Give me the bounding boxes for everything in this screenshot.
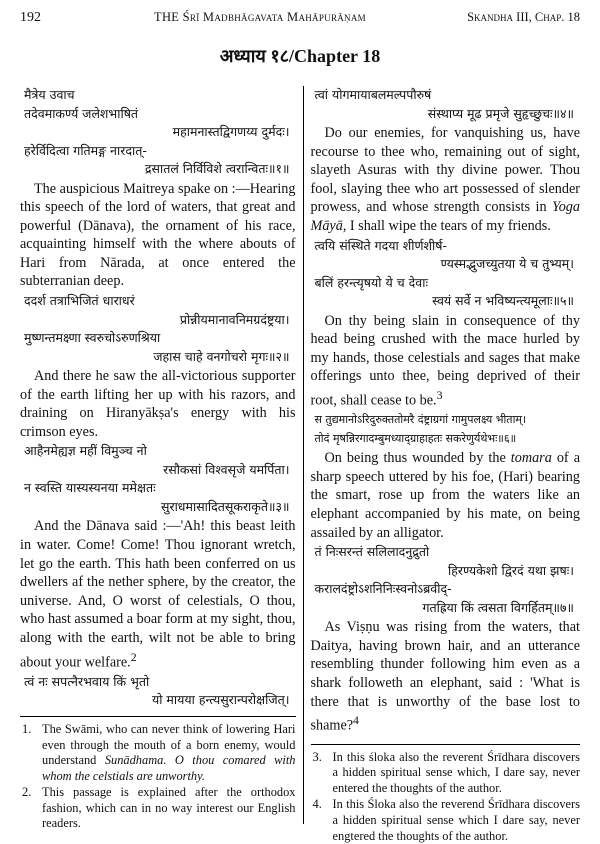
verse-line: न स्वस्ति यास्यस्यनया ममेक्षतः [24, 480, 156, 496]
left-column [20, 86, 296, 831]
footnote-ref: 2 [130, 649, 137, 664]
right-column [303, 86, 581, 843]
verse-line: जहास चाहे वनगोचरो मृगः॥२॥ [153, 348, 290, 364]
page-number: 192 [20, 10, 41, 25]
translation-paragraph: And the Dānava said :—'Ah! this beast leith in water. Come! Come! Thou ignorant wretch, let go the earth. This hath been conferred on us dwellers af the nether sphere, by the creator, the universe. And, O worst of celestials, O thou, who hast assumed a boar form at my sight, thou, along with the earth, wilt not be able to bring about your welfare.$^2$ [20, 518, 296, 671]
translation-paragraph: On being thus wounded by the tomara of a sharp speech uttered by his foe, (Hari) bearing the smart, rose up from the waters like an elephant accompanied by his mate, on being assailed by an alligator. [310, 450, 580, 541]
verse-line: ण्यस्मद्भुजच्युतया ये च तुभ्यम्। [440, 256, 574, 272]
verse-line: यो मायया हन्त्यसुरान्परोक्षजित्। [151, 692, 290, 708]
verse-line: तदेवमाकर्ण्य जलेशभाषितं [24, 105, 139, 121]
footnote-text: In this śloka also the reverent Śrīdhara discovers a hidden spiritual sense which, I dare say, never entered the thoughts of the author. [332, 749, 580, 795]
verse-line: करालदंष्ट्रोऽशनिनिःस्वनोऽब्रवीद्- [314, 581, 452, 597]
verse-line: त्वयि संस्थिते गदया शीर्णशीर्ष- [314, 237, 447, 253]
book-title: THE Śrī Madbhāgavata Mahāpurāṇam [154, 10, 366, 24]
verse-line: महामनास्तद्विगणय्य दुर्मदः। [172, 124, 290, 139]
verse-line: ददर्श तत्राभिजितं धाराधरं [24, 293, 135, 309]
chapter-heading: अध्याय १८/Chapter 18 [219, 46, 381, 66]
footnote-divider [311, 744, 581, 745]
verse-line: मुष्णन्तमक्ष्णा स्वरुचोऽरुणश्रिया [24, 330, 161, 346]
verse-line: स्वयं सर्वे न भविष्यन्त्यमूलाः॥५॥ [432, 293, 574, 309]
footnote [311, 797, 581, 844]
two-column-body [20, 86, 580, 843]
footnote-ref: 3 [436, 387, 443, 402]
translation-paragraph: The auspicious Maitreya spake on :—Hearing this speech of the lord of waters, that great and powerful (Dānava), the ornament of his race, acquainting himself with the where abouts of Hari from Nārada, at once entered the subterranian deep. [20, 180, 296, 290]
footnote-text: This passage is explained after the orthodox fashion, which can in no way interest our English readers. [42, 785, 296, 831]
verse-line: गतह्रिया किं त्वसता विगर्हितम्॥७॥ [422, 599, 574, 615]
verse-line: सुराधमासादितसूकराकृते॥३॥ [161, 498, 290, 514]
translation-paragraph: Do our enemies, for vanquishing us, have recourse to thee who, remaining out of sight, slayeth Asuras with thy divine power. Thou fool, slaying thee who art possessed of slender prowess, and whose strength consists in Yoga Māyā, I shall wipe the tears of my friends. [310, 125, 580, 234]
verse-line: हरेर्विदित्वा गतिमङ्ग नारदात्- [24, 142, 147, 158]
verse-line: आहैनमेह्यज्ञ महीं विमुञ्च नो [24, 443, 147, 459]
footnote-divider [20, 716, 296, 717]
translation-paragraph: As Viṣṇu was rising from the waters, that Daitya, having brown hair, and an utterance resembling thunder following him even as a shark followeth an elephant, said : 'What is there that is unworthy of the base lost to shame?$^4$ [310, 619, 580, 734]
footnote-number: 3. [312, 749, 322, 764]
speaker-line: मैत्रेय उवाच [24, 87, 75, 102]
footnote [311, 750, 581, 797]
footnote [20, 785, 296, 832]
verse-line: तं निःसरन्तं सलिलादनुद्रुतो [314, 544, 430, 560]
footnote-number: 4. [312, 797, 322, 812]
chapter-reference: Skandha III, Chap. 18 [467, 10, 580, 24]
translation-paragraph: On thy being slain in consequence of thy head being crushed with the mace hurled by my hands, those celestials and sages that make offerings unto thee, being deprived of their root, shall cease to be.$^3$ [310, 312, 580, 409]
translation-paragraph: And there he saw the all-victorious supporter of the earth lifting her up with his razors, and draining on Hiranyākṣa's energy with his crimson eyes. [20, 368, 296, 440]
verse-line: तोदं मृषन्निरगादम्बुमध्याद्ग्राहाहतः सकरेणुर्यथेभः॥६॥ [314, 431, 517, 445]
footnote-text: In this Śloka also the reverend Śrīdhara discovers a hidden spiritual sense which I dare say, never engtered the thoughts of the author. [332, 797, 580, 843]
verse-line: द्रसातलं निर्विविशे त्वरान्वितः॥१॥ [144, 161, 290, 176]
running-header [20, 10, 580, 30]
verse-line: रसौकसां विश्वसृजे यमर्पिता। [163, 461, 290, 477]
footnote-ref: 4 [353, 713, 359, 728]
verse-line: प्रोन्नीयमानावनिमग्रदंष्ट्रया। [179, 311, 290, 327]
footnote-text: The Swāmi, who can never think of lowering Hari even through the mouth of a born enemy, would understand Sunādhama. O thou comared with whom the celstials are unworthy. [42, 721, 296, 783]
footnote [20, 722, 296, 784]
verse-line: त्वां योगमायाबलमल्पपौरुषं [314, 87, 432, 102]
verse-line: संस्थाप्य मूढ प्रमृजे सुहृच्छुचः॥४॥ [427, 105, 574, 121]
verse-line: बलिं हरन्त्यृषयो ये च देवाः [314, 274, 428, 290]
footnote-number: 2. [22, 785, 32, 800]
verse-line: त्वं नः सपत्नैरभवाय किं भृतो [24, 673, 150, 689]
verse-line: स तुद्यमानोऽरिदुरुक्ततोमरै दंष्ट्राग्रगां गामुपलक्ष्य भीताम्। [314, 413, 527, 427]
verse-line: हिरण्यकेशो द्विरदं यथा झषः। [447, 562, 574, 578]
footnote-number: 1. [22, 721, 32, 736]
